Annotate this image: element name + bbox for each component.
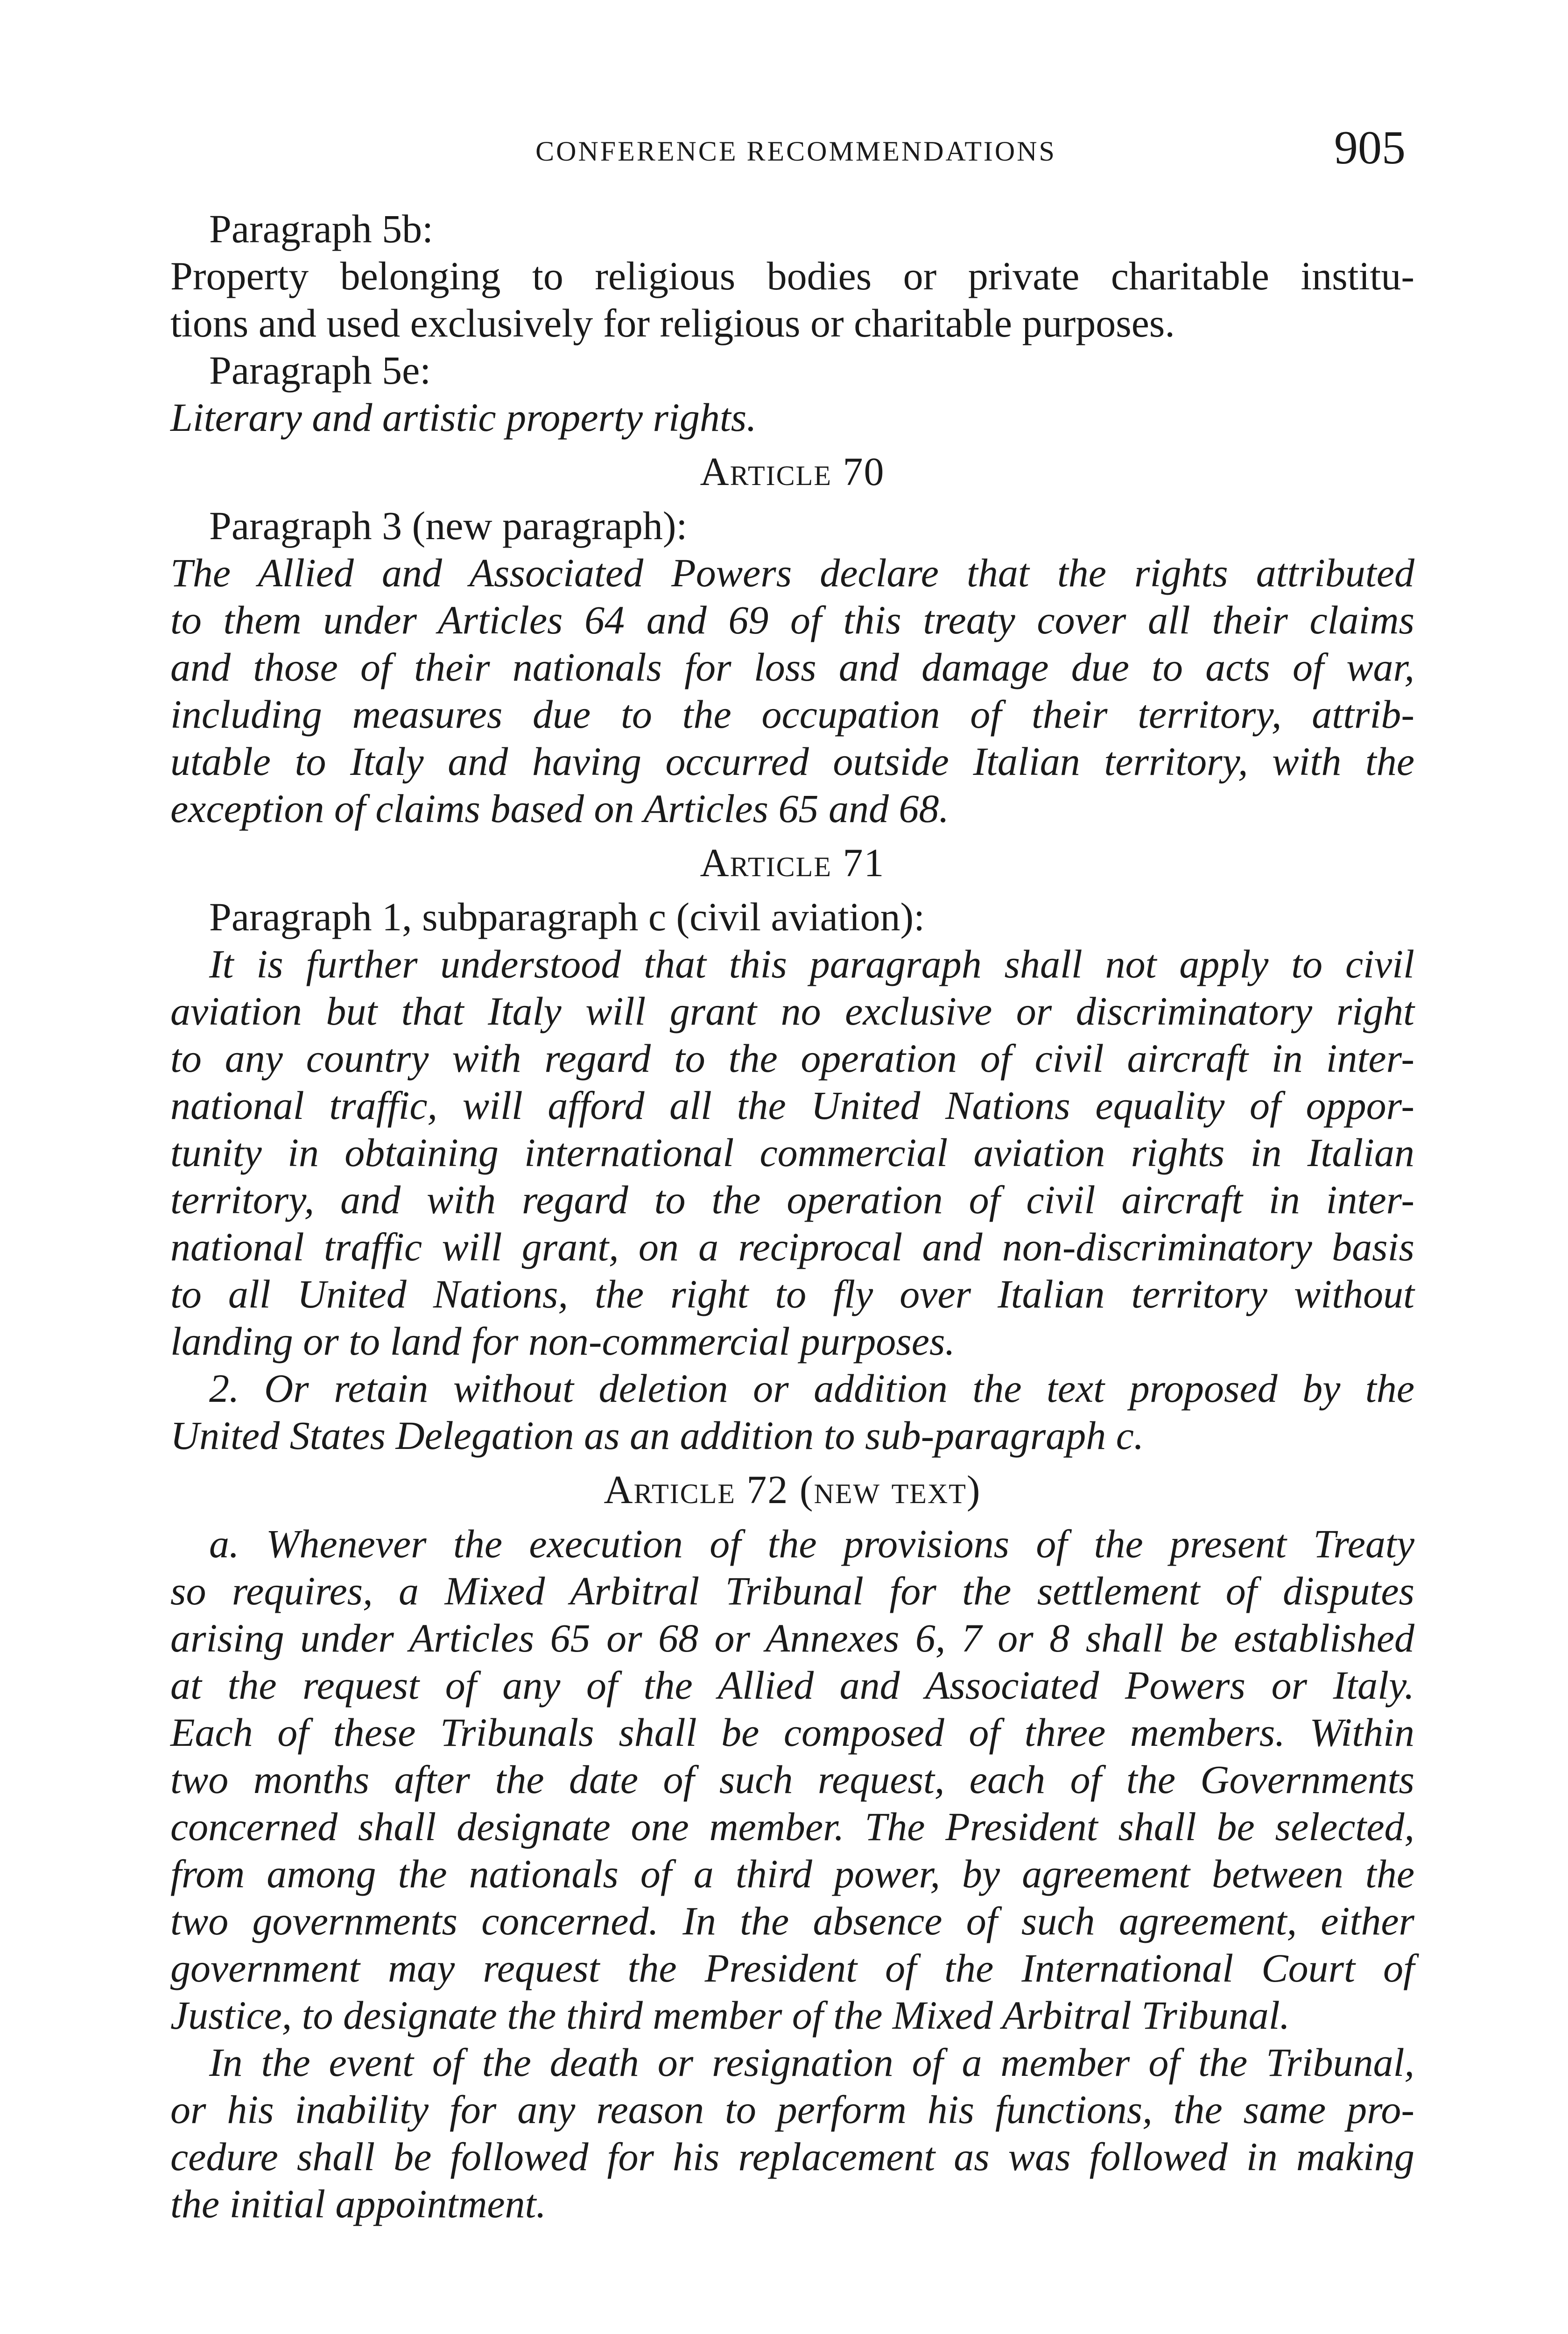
article-71-line: to all United Nations, the right to fly over Italian territory without bbox=[170, 1272, 1414, 1316]
article-72-para-b-line: the initial appointment. bbox=[170, 2181, 546, 2226]
article-72-para-a-line: a. Whenever the execution of the provisions of the present Treaty bbox=[209, 1521, 1414, 1566]
article-72-para-a-line: arising under Articles 65 or 68 or Annexes 6, 7 or 8 shall be established bbox=[170, 1616, 1414, 1660]
paragraph-5e-text: Literary and artistic property rights. bbox=[170, 395, 757, 440]
article-72-para-a-line: concerned shall designate one member. The President shall be selected, bbox=[170, 1804, 1414, 1849]
article-70-line: The Allied and Associated Powers declare that the rights attributed bbox=[170, 550, 1414, 595]
article-71-alt-line: United States Delegation as an addition to sub-paragraph c. bbox=[170, 1413, 1144, 1458]
page-number: 905 bbox=[1334, 121, 1406, 174]
article-71-label: Paragraph 1, subparagraph c (civil aviation): bbox=[209, 894, 925, 939]
running-header: CONFERENCE RECOMMENDATIONS bbox=[535, 136, 1056, 167]
article-71-line: national traffic will grant, on a reciprocal and non-discriminatory basis bbox=[170, 1224, 1414, 1269]
article-71-line: national traffic, will afford all the United Nations equality of oppor- bbox=[170, 1083, 1414, 1128]
article-71-heading: Article 71 bbox=[700, 840, 885, 885]
article-71-line: landing or to land for non-commercial purposes. bbox=[170, 1319, 955, 1364]
article-70-line: including measures due to the occupation of their territory, attrib- bbox=[170, 692, 1414, 737]
article-70-line: exception of claims based on Articles 65 and 68. bbox=[170, 786, 949, 831]
article-71-line: It is further understood that this paragraph shall not apply to civil bbox=[209, 942, 1414, 986]
paragraph-5b-label: Paragraph 5b: bbox=[209, 206, 434, 251]
article-72-heading: Article 72 (new text) bbox=[604, 1467, 981, 1512]
article-70-line: and those of their nationals for loss and damage due to acts of war, bbox=[170, 645, 1414, 689]
article-72-para-a-line: two months after the date of such request, each of the Governments bbox=[170, 1757, 1414, 1802]
article-70-line: to them under Articles 64 and 69 of this treaty cover all their claims bbox=[170, 598, 1414, 642]
article-72-para-b-line: cedure shall be followed for his replacement as was followed in making bbox=[170, 2134, 1414, 2179]
article-70-label: Paragraph 3 (new paragraph): bbox=[209, 503, 688, 548]
article-72-para-a-line: Each of these Tribunals shall be composed of three members. Within bbox=[170, 1710, 1414, 1755]
paragraph-5e-label: Paragraph 5e: bbox=[209, 348, 431, 393]
article-71-line: territory, and with regard to the operation of civil aircraft in inter- bbox=[170, 1177, 1414, 1222]
article-71-line: to any country with regard to the operation of civil aircraft in inter- bbox=[170, 1036, 1414, 1081]
article-72-para-a-line: at the request of any of the Allied and Associated Powers or Italy. bbox=[170, 1663, 1414, 1708]
article-72-para-a-line: two governments concerned. In the absence of such agreement, either bbox=[170, 1898, 1414, 1943]
article-72-para-b-line: or his inability for any reason to perform his functions, the same pro- bbox=[170, 2087, 1414, 2132]
article-70-line: utable to Italy and having occurred outside Italian territory, with the bbox=[170, 739, 1414, 784]
article-71-line: aviation but that Italy will grant no exclusive or discriminatory right bbox=[170, 989, 1414, 1033]
article-72-para-a-line: government may request the President of the International Court of bbox=[170, 1946, 1414, 1990]
article-72-para-a-line: so requires, a Mixed Arbitral Tribunal for the settlement of disputes bbox=[170, 1568, 1414, 1613]
article-71-line: tunity in obtaining international commercial aviation rights in Italian bbox=[170, 1130, 1414, 1175]
article-71-alt-line: 2. Or retain without deletion or addition the text proposed by the bbox=[209, 1366, 1414, 1411]
article-72-para-b-line: In the event of the death or resignation of a member of the Tribunal, bbox=[209, 2040, 1414, 2085]
article-70-heading: Article 70 bbox=[700, 449, 885, 494]
paragraph-5b-line: tions and used exclusively for religious or charitable purposes. bbox=[170, 301, 1175, 345]
document-body bbox=[170, 205, 1414, 2228]
article-72-para-a-line: Justice, to designate the third member of the Mixed Arbitral Tribunal. bbox=[170, 1993, 1290, 2038]
paragraph-5b-line: Property belonging to religious bodies or private charitable institu- bbox=[170, 253, 1414, 298]
article-72-para-a-line: from among the nationals of a third power, by agreement between the bbox=[170, 1851, 1414, 1896]
